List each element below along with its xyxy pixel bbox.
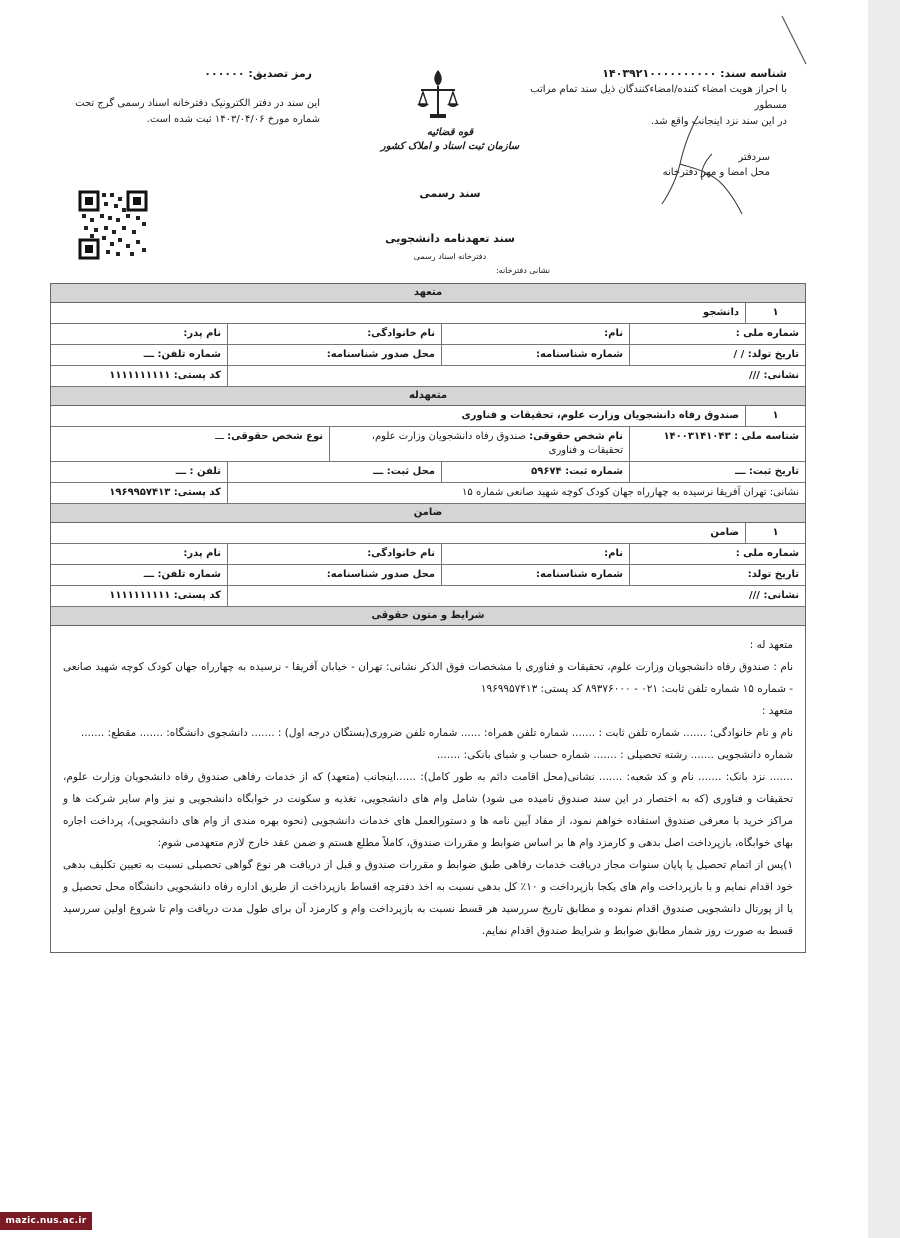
obligor-row-3 [51,366,805,387]
row-number: ۱ [745,406,805,426]
obligor-national-id: شماره ملی : [629,324,805,344]
obligor-family: نام خانوادگی: [227,324,441,344]
obligee-reg-date: تاریخ ثبت: ـــ [629,462,805,482]
guarantor-phone: شماره تلفن: ـــ [143,569,221,580]
office-address: نشانی دفترخانه: [495,266,550,275]
judiciary-emblem-icon [415,66,461,122]
terms-paragraph: ۱)پس از اتمام تحصیل یا پایان سنوات مجاز دریافت خدمات رفاهی طبق ضوابط و مقررات صندوق و قبل از دریافت هر نوع گواهی تحصیلی نسبت به تعیین تکلیف بدهی خود اقدام نمایم و با بازپرداخت وام های یکجا بازپرداخت و ۱۰٪ کل بدهی نسبت به اخذ دفترچه اقساط بازپرداخت از طریق اداره رفاه دانشجویی دانشگاه محل تحصیل و یا از پورتال دانشجویی صندوق اقدام نموده و مطابق تاریخ سررسید هر قسط نسبت به بازپرداخت وام و کارمزد آن برای طول مدت دریافت وام تا شروع اولین سررسید قسط به صورت روز شمار مطابق ضوابط و شرایط صندوق اقدام نمایم. [63,859,793,937]
signature-place-label: محل امضا و مهر دفترخانه [662,167,770,178]
obligor-row-1 [51,324,805,345]
guarantor-row-3 [51,586,805,607]
guarantor-family: نام خانوادگی: [227,544,441,564]
doc-type-title: سند تعهدنامه دانشجویی [385,232,515,245]
org-line-judiciary: قوه قضائیه [426,127,474,138]
doc-subtitle: دفترخانه اسناد رسمی [413,252,487,261]
obligor-father: نام پدر: [183,328,221,339]
org-line-registration: سازمان ثبت اسناد و املاک کشور [380,141,520,152]
obligee-entity-name-label: نام شخص حقوقی: [529,431,623,442]
terms-paragraph: متعهد له : [749,639,793,651]
obligee-name-row [51,406,805,427]
obligor-issue-place: محل صدور شناسنامه: [227,345,441,365]
terms-paragraph: نام : صندوق رفاه دانشجویان وزارت علوم، تحقیقات و فناوری با مشخصات فوق الذکر نشانی: تهران - خیابان آفریقا - نرسیده به چهارراه جهان کودک کوچه شهید صانعی - شماره ۱۵ شماره تلفن ثابت: ۰۲۱ - ۸۹۳۷۶۰۰۰ کد پستی: ۱۹۶۹۹۵۷۴۱۳ [63,661,793,695]
guarantor-issue-place: محل صدور شناسنامه: [227,565,441,585]
obligor-cert-no: شماره شناسنامه: [441,345,629,365]
section-guarantor: ضامن [51,504,805,523]
obligor-postal: کد پستی: ۱۱۱۱۱۱۱۱۱۱ [109,370,221,381]
registry-note-line-2: شماره مورخ ۱۴۰۳/۰۴/۰۶ ثبت شده است. [146,114,320,125]
obligee-entity-type [51,427,329,461]
qr-code-icon [78,190,148,260]
obligor-role: دانشجو [703,307,739,318]
obligee-full-name: صندوق رفاه دانشجویان وزارت علوم، تحقیقات و فناوری [461,410,739,421]
section-terms: شرایط و متون حقوقی [51,607,805,626]
header-left [62,66,320,128]
obligee-reg-no: شماره ثبت: ۵۹۶۷۴ [441,462,629,482]
terms-paragraph: شماره دانشجویی ....... رشته تحصیلی : ....... شماره حساب و شبای بانکی: ....... [436,749,793,761]
obligor-name: نام: [441,324,629,344]
obligee-postal: کد پستی: ۱۹۶۹۹۵۷۴۱۳ [109,487,221,498]
row-number: ۱ [745,523,805,543]
guarantor-birth: تاریخ تولد: [629,565,805,585]
organization-name [340,126,560,154]
obligor-phone: شماره تلفن: ـــ [143,349,221,360]
registry-note-line-1: این سند در دفتر الکترونیک دفترخانه اسناد رسمی گرج تحت [75,98,320,109]
site-watermark: mazic.nus.ac.ir [0,1212,92,1230]
obligee-address: نشانی: تهران آفریقا نرسیده به چهارراه جهان کودک کوچه شهید صانعی شماره ۱۵ [227,483,805,503]
identity-note-line-2: در این سند نزد اینجانب واقع شد. [650,116,787,127]
guarantor-postal: کد پستی: ۱۱۱۱۱۱۱۱۱۱ [109,590,221,601]
obligee-entity-name-value: صندوق رفاه دانشجویان وزارت علوم، تحقیقات و فناوری [371,431,623,456]
obligee-national-id: شناسه ملی : ۱۴۰۰۳۱۴۱۰۴۳ [629,427,805,461]
obligee-row-2 [51,462,805,483]
notary-title: سردفتر [738,152,770,163]
handwritten-signature [640,110,750,220]
obligor-row-2 [51,345,805,366]
guarantor-national-id: شماره ملی : [629,544,805,564]
pen-mark-icon [780,14,810,66]
terms-paragraph: ....... نزد بانک: ....... نام و کد شعبه: ....... نشانی(محل اقامت دائم به طور کامل): ......اینجانب (متعهد) که از خدمات رفاهی صندوق رفاه دانشجویان وزارت علوم، تحقیقات و فناوری (که به اختصار در این سند صندوق نامیده می شود) شامل وام های دانشجویی، تغذیه و سکونت در خوابگاه دانشجویی و نیز وام سایر شرکت ها و مراکز خرید با معرفی صندوق استفاده خواهم نمود، از مفاد آیین نامه ها و دستورالعمل های خدمات دانشجویی (نحوه بهره مندی از وام های دانشجویی)، پرداخت اجاره بهای خوابگاه، بازپرداخت اصل بدهی و کارمزد وام ها بر اساس ضوابط و مقررات صندوق، کاملاً مطلع هستم و ضمن عقد خارج لازم متعهدمی شوم: [63,771,793,849]
guarantor-father: نام پدر: [183,548,221,559]
obligee-row-3 [51,483,805,504]
guarantor-row-2 [51,565,805,586]
obligee-entity-name [329,427,629,461]
doc-title: سند رسمی [419,187,481,200]
section-obligor: متعهد [51,284,805,303]
terms-paragraph: متعهد : [761,705,793,717]
document-table [50,283,806,953]
row-number: ۱ [745,303,805,323]
guarantor-row-1 [51,544,805,565]
verification-code: رمز تصدیق: ۰۰۰۰۰۰ [204,67,312,80]
document-id: شناسه سند: ۱۴۰۳۹۲۱۰۰۰۰۰۰۰۰۰۰ [602,67,787,80]
obligor-birth: تاریخ تولد: / / [629,345,805,365]
terms-paragraph: نام و نام خانوادگی: ....... شماره تلفن ثابت : ....... شماره تلفن همراه: ...... شماره تلفن ضروری(بستگان درجه اول) : ....... دانشجوی دانشگاه: ....... مقطع: ....... [80,727,793,739]
guarantor-cert-no: شماره شناسنامه: [441,565,629,585]
obligor-role-row [51,303,805,324]
obligor-address: نشانی: /// [227,366,805,386]
obligee-entity-type-label: نوع شخص حقوقی: [227,431,323,442]
obligee-phone: تلفن : ـــ [175,466,221,477]
page-edge [868,0,900,1238]
identity-note-line-1: با احراز هویت امضاء کننده/امضاءکنندگان ذیل سند تمام مراتب مسطور [530,84,787,111]
guarantor-role-row [51,523,805,544]
guarantor-name: نام: [441,544,629,564]
obligee-reg-place: محل ثبت: ـــ [227,462,441,482]
guarantor-role: ضامن [710,527,739,538]
obligee-row-1 [51,427,805,462]
obligee-entity-type-value: ـــ [215,431,224,442]
section-obligee: متعهدله [51,387,805,406]
terms-body [51,626,805,952]
guarantor-address: نشانی: /// [227,586,805,606]
